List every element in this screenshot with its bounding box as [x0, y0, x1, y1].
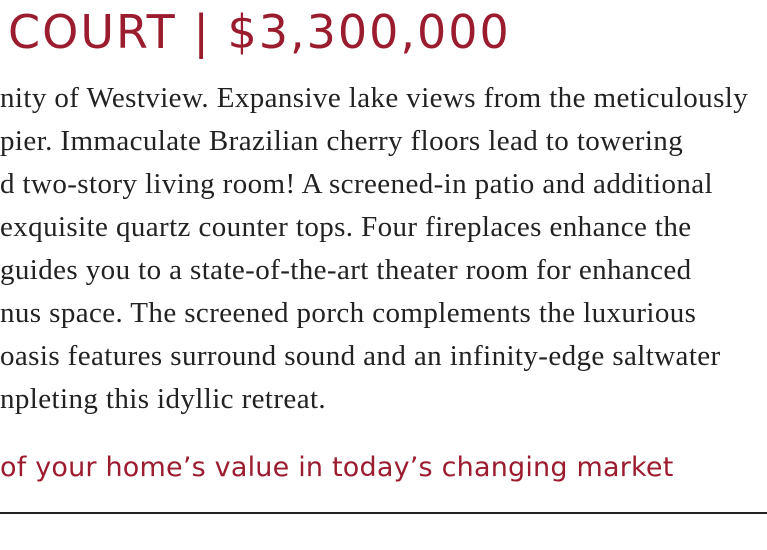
description-line: nity of Westview. Expansive lake views from the meticulously [0, 82, 749, 114]
description-line: exquisite quartz counter tops. Four fireplaces enhance the [0, 211, 692, 243]
horizontal-divider [0, 512, 767, 514]
description-line: guides you to a state-of-the-art theater room for enhanced [0, 254, 692, 286]
valuation-tagline: of your home’s value in today’s changing market [0, 452, 674, 483]
description-line: oasis features surround sound and an infinity-edge saltwater [0, 340, 721, 372]
description-line: pier. Immaculate Brazilian cherry floors lead to towering [0, 125, 684, 157]
description-line: d two-story living room! A screened-in patio and additional [0, 168, 714, 200]
listing-title: COURT | $3,300,000 [8, 5, 511, 59]
description-line: npleting this idyllic retreat. [0, 383, 327, 415]
description-line: nus space. The screened porch complements the luxurious [0, 297, 697, 329]
